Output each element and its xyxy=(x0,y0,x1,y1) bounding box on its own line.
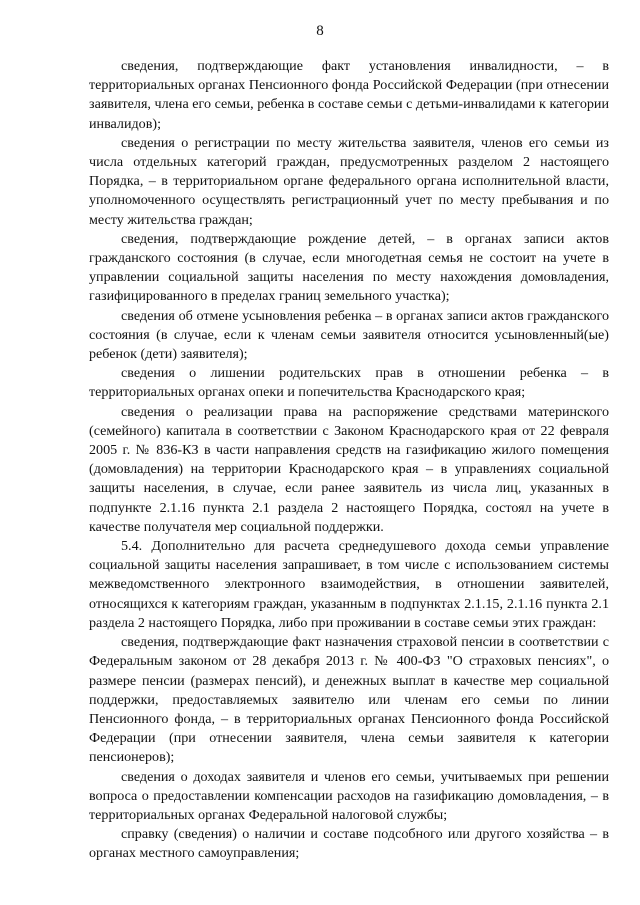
paragraph-disability-info: сведения, подтверждающие факт установления инвалидности, – в территориальных органах Пенсионного фонда Российской Федерации (при отнесении заявителя, члена его семьи, ребенка в составе семьи с детьми-инвалидами к категории инвалидов); xyxy=(89,58,609,132)
paragraph-pension-info: сведения, подтверждающие факт назначения страховой пенсии в соответствии с Федеральным законом от 28 декабря 2013 г. № 400-ФЗ "О страховых пенсиях", о размере пенсии (размерах пенсий), и денежных выплат в качестве мер социальной поддержки, предоставляемых заявителю или членам его семьи по линии Пенсионного фонда, – в территориальных органах Пенсионного фонда Российской Федерации (при отнесении заявителя, члена семьи заявителя к категории пенсионеров); xyxy=(89,634,609,766)
paragraph-adoption-cancellation: сведения об отмене усыновления ребенка – в органах записи актов гражданского состояния (в случае, если к членам семьи заявителя относится усыновленный(ые) ребенок (дети) заявителя); xyxy=(89,307,609,363)
document-body xyxy=(89,57,609,864)
paragraph-birth-info: сведения, подтверждающие рождение детей, – в органах записи актов гражданского состояния (в случае, если многодетная семья не состоит на учете в управлении социальной защиты населения по месту нахождения домовладения, газифицированного в пределах границ земельного участка); xyxy=(89,230,609,305)
page-number: 8 xyxy=(316,23,324,39)
paragraph-section-5-4: 5.4. Дополнительно для расчета среднедушевого дохода семьи управление социальной защиты населения запрашивает, в том числе с использованием системы межведомственного электронного взаимодействия, в отношении заявителей, относящихся к категориям граждан, указанным в подпунктах 2.1.15, 2.1.16 пункта 2.1 раздела 2 настоящего Порядка, либо при проживании в составе семьи этих граждан: xyxy=(89,538,609,631)
paragraph-registration-info: сведения о регистрации по месту жительства заявителя, членов его семьи из числа отдельных категорий граждан, предусмотренных разделом 2 настоящего Порядка, – в территориальном органе федерального органа исполнительной власти, уполномоченного осуществлять регистрационный учет по месту пребывания и по месту жительства граждан; xyxy=(89,134,609,228)
paragraph-income-info: сведения о доходах заявителя и членов его семьи, учитываемых при решении вопроса о предоставлении компенсации расходов на газификацию домовладения, – в территориальных органах Федеральной налоговой службы; xyxy=(89,768,609,823)
paragraph-household-certificate: справку (сведения) о наличии и составе подсобного или другого хозяйства – в органах местного самоуправления; xyxy=(89,826,609,862)
paragraph-maternity-capital: сведения о реализации права на распоряжение средствами материнского (семейного) капитала в соответствии с Законом Краснодарского края от 22 февраля 2005 г. № 836-КЗ в части направления средств на газификацию жилого помещения (домовладения) на территории Краснодарского края – в управлениях социальной защиты населения, в случае, если ранее заявитель из числа лиц, указанных в подпункте 2.1.16 пункта 2.1 раздела 2 настоящего Порядка, состоял на учете в качестве получателя мер социальной поддержки. xyxy=(89,403,609,535)
paragraph-parental-rights: сведения о лишении родительских прав в отношении ребенка – в территориальных органах опеки и попечительства Краснодарского края; xyxy=(89,365,609,401)
